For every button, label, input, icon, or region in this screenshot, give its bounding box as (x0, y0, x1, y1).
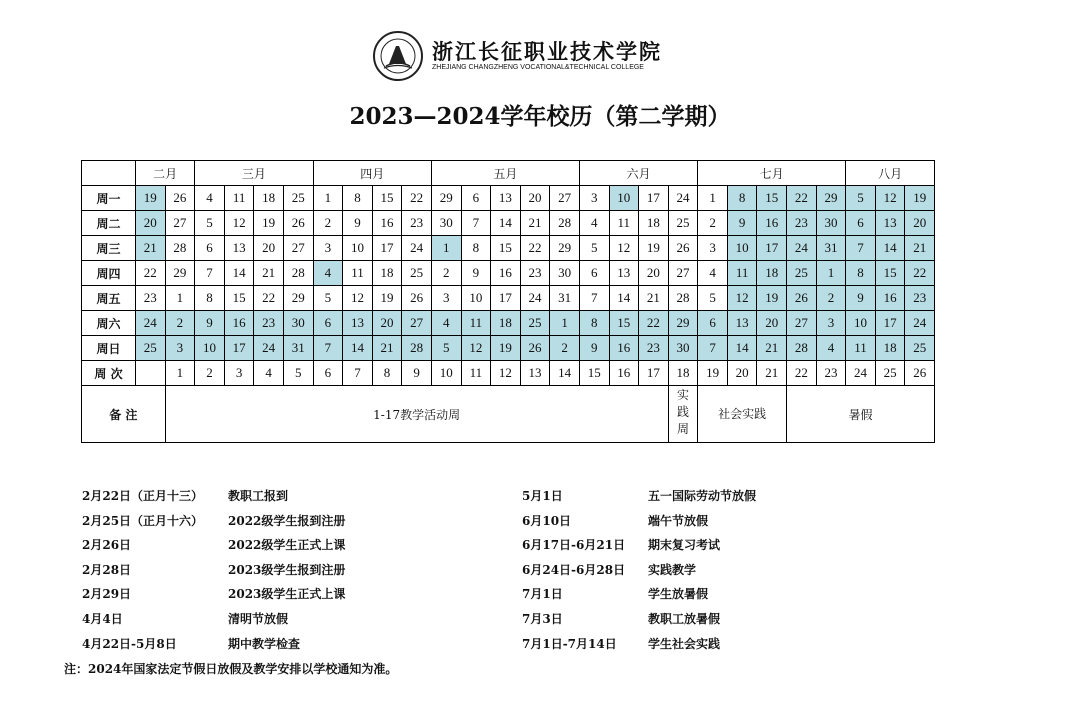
month-header: 三月 (195, 161, 313, 186)
event-text: 清明节放假 (228, 612, 289, 626)
event-text: 期中教学检查 (228, 637, 301, 651)
week-number: 8 (372, 361, 402, 386)
event-date: 4月22日-5月8日 (82, 637, 177, 651)
date-cell: 15 (757, 186, 787, 211)
date-cell: 1 (313, 186, 343, 211)
month-header-row (82, 161, 935, 186)
event-text: 教职工报到 (228, 489, 289, 503)
week-number: 17 (639, 361, 669, 386)
date-cell: 23 (905, 286, 935, 311)
date-cell: 13 (875, 211, 905, 236)
notes-row (82, 386, 935, 443)
date-cell: 1 (431, 236, 461, 261)
event-date: 2月25日（正月十六） (82, 514, 204, 528)
event-date: 6月17日-6月21日 (522, 538, 626, 552)
date-cell: 3 (579, 186, 609, 211)
weekday-row (82, 236, 935, 261)
event-date: 7月1日 (522, 587, 563, 601)
month-header: 二月 (136, 161, 195, 186)
date-cell: 8 (846, 261, 876, 286)
event-date: 6月10日 (522, 514, 572, 528)
week-number-row (82, 361, 935, 386)
date-cell: 13 (491, 186, 521, 211)
date-cell: 15 (875, 261, 905, 286)
date-cell: 9 (195, 311, 225, 336)
month-header: 八月 (846, 161, 935, 186)
weekday-row (82, 336, 935, 361)
event-date: 2月22日（正月十三） (82, 489, 204, 503)
date-cell: 4 (431, 311, 461, 336)
week-number: 14 (550, 361, 580, 386)
date-cell: 7 (313, 336, 343, 361)
date-cell: 21 (639, 286, 669, 311)
date-cell: 23 (787, 211, 817, 236)
week-number: 19 (698, 361, 728, 386)
date-cell: 29 (431, 186, 461, 211)
date-cell: 24 (136, 311, 166, 336)
date-cell: 1 (165, 286, 195, 311)
date-cell: 14 (727, 336, 757, 361)
week-number: 2 (195, 361, 225, 386)
date-cell: 25 (668, 211, 698, 236)
week-number: 10 (431, 361, 461, 386)
weekday-label: 周日 (82, 336, 136, 361)
date-cell: 20 (757, 311, 787, 336)
date-cell: 2 (313, 211, 343, 236)
date-cell: 5 (431, 336, 461, 361)
date-cell: 19 (491, 336, 521, 361)
date-cell: 11 (727, 261, 757, 286)
date-cell: 3 (816, 311, 846, 336)
date-cell: 22 (136, 261, 166, 286)
date-cell: 18 (491, 311, 521, 336)
date-cell: 20 (905, 211, 935, 236)
date-cell: 16 (491, 261, 521, 286)
date-cell: 9 (846, 286, 876, 311)
week-number: 13 (520, 361, 550, 386)
date-cell: 11 (343, 261, 373, 286)
date-cell: 6 (461, 186, 491, 211)
event-text: 五一国际劳动节放假 (648, 489, 757, 503)
date-cell: 29 (816, 186, 846, 211)
date-cell: 7 (195, 261, 225, 286)
date-cell: 2 (550, 336, 580, 361)
date-cell: 6 (698, 311, 728, 336)
date-cell: 12 (609, 236, 639, 261)
date-cell: 7 (698, 336, 728, 361)
date-cell: 14 (609, 286, 639, 311)
date-cell: 16 (224, 311, 254, 336)
event-date: 7月1日-7月14日 (522, 637, 617, 651)
date-cell: 10 (609, 186, 639, 211)
note-summer-vacation: 暑假 (787, 386, 935, 443)
week-number: 15 (579, 361, 609, 386)
date-cell: 22 (254, 286, 284, 311)
date-cell: 25 (283, 186, 313, 211)
date-cell: 16 (875, 286, 905, 311)
event-date: 2月29日 (82, 587, 132, 601)
date-cell: 10 (195, 336, 225, 361)
date-cell: 29 (165, 261, 195, 286)
date-cell: 5 (579, 236, 609, 261)
date-cell: 11 (609, 211, 639, 236)
date-cell: 9 (727, 211, 757, 236)
date-cell: 6 (313, 311, 343, 336)
week-number: 18 (668, 361, 698, 386)
week-number: 24 (846, 361, 876, 386)
date-cell: 28 (668, 286, 698, 311)
date-cell: 30 (283, 311, 313, 336)
date-cell: 26 (520, 336, 550, 361)
date-cell: 8 (195, 286, 225, 311)
date-cell: 15 (372, 186, 402, 211)
date-cell: 31 (550, 286, 580, 311)
date-cell: 9 (579, 336, 609, 361)
date-cell: 28 (550, 211, 580, 236)
date-cell: 28 (402, 336, 432, 361)
date-cell: 12 (461, 336, 491, 361)
weekday-row (82, 286, 935, 311)
date-cell: 20 (136, 211, 166, 236)
week-number: 20 (727, 361, 757, 386)
date-cell: 8 (727, 186, 757, 211)
date-cell: 25 (905, 336, 935, 361)
date-cell: 13 (224, 236, 254, 261)
week-number: 12 (491, 361, 521, 386)
date-cell: 19 (254, 211, 284, 236)
date-cell: 4 (698, 261, 728, 286)
date-cell: 21 (372, 336, 402, 361)
weekday-row (82, 261, 935, 286)
weekday-label: 周一 (82, 186, 136, 211)
date-cell: 27 (402, 311, 432, 336)
date-cell: 12 (875, 186, 905, 211)
date-cell: 5 (698, 286, 728, 311)
week-number (136, 361, 166, 386)
date-cell: 21 (520, 211, 550, 236)
date-cell: 13 (343, 311, 373, 336)
date-cell: 22 (520, 236, 550, 261)
date-cell: 30 (668, 336, 698, 361)
date-cell: 16 (609, 336, 639, 361)
date-cell: 17 (224, 336, 254, 361)
date-cell: 7 (846, 236, 876, 261)
weekday-label: 周三 (82, 236, 136, 261)
date-cell: 20 (254, 236, 284, 261)
date-cell: 23 (520, 261, 550, 286)
date-cell: 10 (461, 286, 491, 311)
date-cell: 18 (254, 186, 284, 211)
date-cell: 25 (402, 261, 432, 286)
date-cell: 2 (431, 261, 461, 286)
event-text: 实践教学 (648, 563, 697, 577)
date-cell: 5 (846, 186, 876, 211)
date-cell: 28 (787, 336, 817, 361)
date-cell: 15 (224, 286, 254, 311)
date-cell: 18 (875, 336, 905, 361)
date-cell: 5 (195, 211, 225, 236)
date-cell: 31 (816, 236, 846, 261)
note-social-practice: 社会实践 (698, 386, 787, 443)
date-cell: 1 (698, 186, 728, 211)
date-cell: 9 (461, 261, 491, 286)
date-cell: 6 (195, 236, 225, 261)
date-cell: 4 (579, 211, 609, 236)
week-number: 11 (461, 361, 491, 386)
event-text: 端午节放假 (648, 514, 709, 528)
month-header: 五月 (431, 161, 579, 186)
date-cell: 7 (579, 286, 609, 311)
footnote: 注：2024年国家法定节假日放假及教学安排以学校通知为准。 (64, 662, 398, 676)
date-cell: 19 (757, 286, 787, 311)
date-cell: 29 (550, 236, 580, 261)
date-cell: 5 (313, 286, 343, 311)
school-calendar-table (81, 160, 935, 443)
date-cell: 24 (905, 311, 935, 336)
date-cell: 21 (905, 236, 935, 261)
date-cell: 27 (550, 186, 580, 211)
weekday-row (82, 211, 935, 236)
date-cell: 14 (875, 236, 905, 261)
date-cell: 1 (816, 261, 846, 286)
date-cell: 30 (816, 211, 846, 236)
date-cell: 17 (757, 236, 787, 261)
date-cell: 25 (136, 336, 166, 361)
date-cell: 30 (431, 211, 461, 236)
date-cell: 22 (402, 186, 432, 211)
date-cell: 19 (905, 186, 935, 211)
date-cell: 11 (846, 336, 876, 361)
date-cell: 21 (254, 261, 284, 286)
date-cell: 30 (550, 261, 580, 286)
note-teaching-weeks: 1-17教学活动周 (165, 386, 668, 443)
date-cell: 24 (787, 236, 817, 261)
date-cell: 17 (491, 286, 521, 311)
month-header: 六月 (579, 161, 697, 186)
week-label: 周 次 (82, 361, 136, 386)
date-cell: 15 (609, 311, 639, 336)
event-text: 2022级学生报到注册 (228, 514, 346, 528)
date-cell: 23 (254, 311, 284, 336)
date-cell: 20 (639, 261, 669, 286)
date-cell: 14 (491, 211, 521, 236)
event-date: 7月3日 (522, 612, 563, 626)
event-date: 2月28日 (82, 563, 132, 577)
event-text: 2023级学生正式上课 (228, 587, 346, 601)
date-cell: 24 (668, 186, 698, 211)
event-text: 教职工放暑假 (648, 612, 721, 626)
date-cell: 15 (491, 236, 521, 261)
weekday-row (82, 311, 935, 336)
date-cell: 29 (668, 311, 698, 336)
date-cell: 4 (313, 261, 343, 286)
week-number: 26 (905, 361, 935, 386)
week-number: 1 (165, 361, 195, 386)
date-cell: 8 (343, 186, 373, 211)
event-date: 4月4日 (82, 612, 123, 626)
date-cell: 26 (283, 211, 313, 236)
date-cell: 19 (136, 186, 166, 211)
date-cell: 23 (639, 336, 669, 361)
date-cell: 9 (343, 211, 373, 236)
date-cell: 23 (136, 286, 166, 311)
date-cell: 12 (343, 286, 373, 311)
note-practice-week-text: 实践周 (676, 388, 689, 436)
date-cell: 28 (283, 261, 313, 286)
date-cell: 22 (787, 186, 817, 211)
date-cell: 29 (283, 286, 313, 311)
date-cell: 27 (165, 211, 195, 236)
date-cell: 3 (313, 236, 343, 261)
week-number: 22 (787, 361, 817, 386)
weekday-row (82, 186, 935, 211)
week-number: 5 (283, 361, 313, 386)
date-cell: 4 (195, 186, 225, 211)
weekday-label: 周四 (82, 261, 136, 286)
week-number: 21 (757, 361, 787, 386)
date-cell: 13 (727, 311, 757, 336)
week-number: 4 (254, 361, 284, 386)
date-cell: 27 (787, 311, 817, 336)
date-cell: 8 (461, 236, 491, 261)
event-text: 学生放暑假 (648, 587, 709, 601)
header-corner (82, 161, 136, 186)
date-cell: 20 (520, 186, 550, 211)
event-date: 6月24日-6月28日 (522, 563, 626, 577)
week-number: 16 (609, 361, 639, 386)
college-name: 浙江长征职业技术学院 (432, 39, 662, 64)
month-header: 四月 (313, 161, 431, 186)
date-cell: 27 (668, 261, 698, 286)
event-date: 5月1日 (522, 489, 563, 503)
date-cell: 8 (579, 311, 609, 336)
date-cell: 18 (757, 261, 787, 286)
notes-label: 备 注 (82, 386, 166, 443)
date-cell: 24 (254, 336, 284, 361)
date-cell: 28 (165, 236, 195, 261)
date-cell: 10 (343, 236, 373, 261)
date-cell: 11 (224, 186, 254, 211)
date-cell: 19 (372, 286, 402, 311)
date-cell: 13 (609, 261, 639, 286)
week-number: 23 (816, 361, 846, 386)
date-cell: 21 (757, 336, 787, 361)
event-text: 学生社会实践 (648, 637, 721, 651)
date-cell: 24 (402, 236, 432, 261)
date-cell: 6 (846, 211, 876, 236)
date-cell: 26 (668, 236, 698, 261)
weekday-label: 周二 (82, 211, 136, 236)
date-cell: 10 (727, 236, 757, 261)
college-logo (372, 30, 662, 88)
date-cell: 25 (787, 261, 817, 286)
week-number: 25 (875, 361, 905, 386)
date-cell: 16 (757, 211, 787, 236)
week-number: 6 (313, 361, 343, 386)
event-text: 2023级学生报到注册 (228, 563, 346, 577)
date-cell: 18 (372, 261, 402, 286)
date-cell: 3 (431, 286, 461, 311)
date-cell: 10 (846, 311, 876, 336)
date-cell: 19 (639, 236, 669, 261)
date-cell: 3 (698, 236, 728, 261)
date-cell: 17 (372, 236, 402, 261)
date-cell: 26 (402, 286, 432, 311)
weekday-label: 周五 (82, 286, 136, 311)
date-cell: 11 (461, 311, 491, 336)
date-cell: 1 (550, 311, 580, 336)
date-cell: 2 (816, 286, 846, 311)
college-seal-icon (372, 30, 424, 82)
date-cell: 21 (136, 236, 166, 261)
date-cell: 17 (875, 311, 905, 336)
note-practice-week (668, 386, 698, 443)
date-cell: 2 (165, 311, 195, 336)
date-cell: 25 (520, 311, 550, 336)
date-cell: 31 (283, 336, 313, 361)
date-cell: 22 (639, 311, 669, 336)
date-cell: 20 (372, 311, 402, 336)
event-text: 期末复习考试 (648, 538, 721, 552)
date-cell: 14 (224, 261, 254, 286)
week-number: 3 (224, 361, 254, 386)
month-header: 七月 (698, 161, 846, 186)
date-cell: 3 (165, 336, 195, 361)
date-cell: 2 (698, 211, 728, 236)
date-cell: 12 (727, 286, 757, 311)
date-cell: 26 (787, 286, 817, 311)
date-cell: 16 (372, 211, 402, 236)
date-cell: 24 (520, 286, 550, 311)
week-number: 9 (402, 361, 432, 386)
date-cell: 23 (402, 211, 432, 236)
date-cell: 6 (579, 261, 609, 286)
date-cell: 22 (905, 261, 935, 286)
date-cell: 7 (461, 211, 491, 236)
date-cell: 26 (165, 186, 195, 211)
week-number: 7 (343, 361, 373, 386)
date-cell: 14 (343, 336, 373, 361)
event-date: 2月26日 (82, 538, 132, 552)
date-cell: 4 (816, 336, 846, 361)
page-title: 2023—2024学年校历（第二学期） (349, 103, 731, 130)
date-cell: 18 (639, 211, 669, 236)
date-cell: 12 (224, 211, 254, 236)
date-cell: 27 (283, 236, 313, 261)
college-name-en: ZHEJIANG CHANGZHENG VOCATIONAL&TECHNICAL COLLEGE (432, 64, 644, 71)
weekday-label: 周六 (82, 311, 136, 336)
date-cell: 17 (639, 186, 669, 211)
event-text: 2022级学生正式上课 (228, 538, 346, 552)
